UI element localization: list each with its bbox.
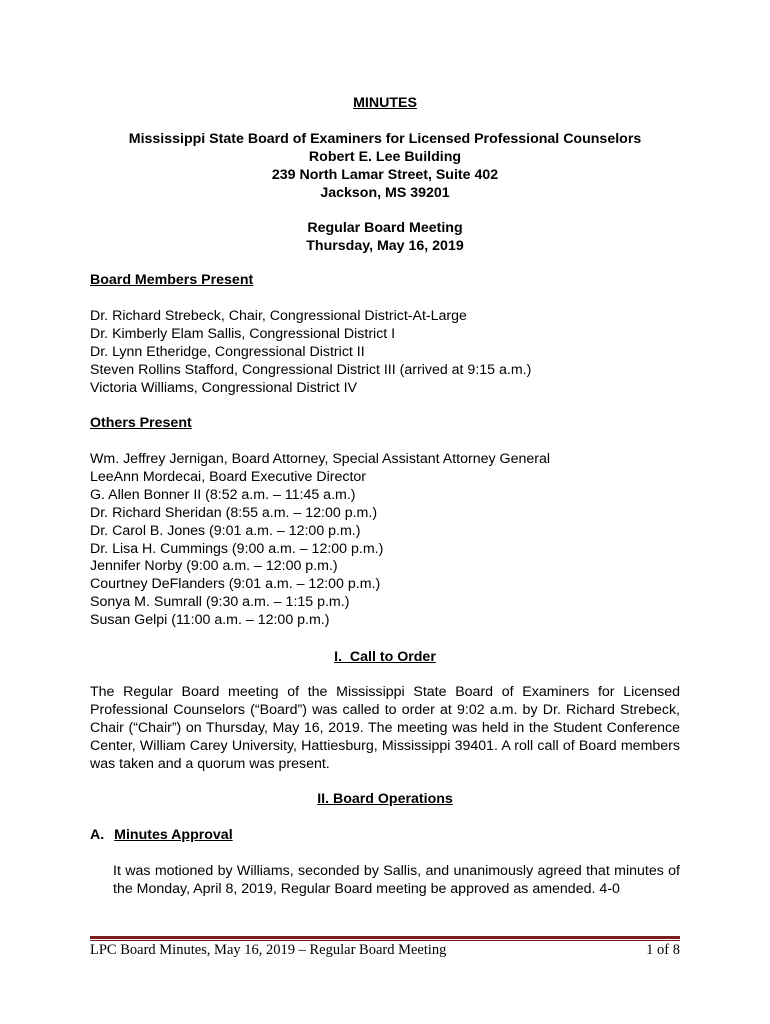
section-1-body: The Regular Board meeting of the Mississippi State Board of Examiners for Licensed Professional Counselors (“Board”) was called to order at 9:02 a.m. by Dr. Richard Strebeck, Chair (“Chair”) on Thursday, May 16, 2019. The meeting was held in the Student Conference Center, William Carey University, Hattiesburg, Mississippi 39401. A roll call of Board members was taken and a quorum was present. — [90, 684, 680, 772]
building-name: Robert E. Lee Building — [308, 149, 462, 165]
document-title: MINUTES — [353, 95, 417, 111]
footer-divider — [90, 936, 680, 939]
meeting-date: Thursday, May 16, 2019 — [306, 238, 464, 254]
board-name: Mississippi State Board of Examiners for Licensed Professional Counselors — [128, 131, 642, 147]
list-item: Dr. Carol B. Jones (9:01 a.m. – 12:00 p.m.) — [90, 522, 361, 539]
city-address: Jackson, MS 39201 — [320, 185, 450, 201]
others-present-list — [90, 451, 690, 630]
list-item: Steven Rollins Stafford, Congressional District III (arrived at 9:15 a.m.) — [90, 361, 532, 378]
subsection-a-heading — [90, 826, 233, 844]
list-item: Dr. Lisa H. Cummings (9:00 a.m. – 12:00 p.m.) — [90, 540, 384, 557]
list-item: Victoria Williams, Congressional District IV — [90, 379, 358, 396]
others-present-heading: Others Present — [90, 415, 192, 431]
subsection-a-letter: A. — [90, 827, 105, 843]
footer-title: LPC Board Minutes, May 16, 2019 – Regular Board Meeting — [90, 942, 447, 958]
list-item: Jennifer Norby (9:00 a.m. – 12:00 p.m.) — [90, 558, 338, 575]
board-members-list — [90, 308, 690, 398]
meeting-type: Regular Board Meeting — [307, 220, 463, 236]
page-footer — [90, 942, 680, 959]
header-block — [90, 130, 680, 202]
list-item: Dr. Richard Strebeck, Chair, Congressional District-At-Large — [90, 308, 467, 324]
section-2-heading-wrap — [90, 790, 680, 808]
list-item: Dr. Richard Sheridan (8:55 a.m. – 12:00 p.m.) — [90, 504, 378, 521]
list-item: Susan Gelpi (11:00 a.m. – 12:00 p.m.) — [90, 612, 330, 629]
list-item: Wm. Jeffrey Jernigan, Board Attorney, Special Assistant Attorney General — [90, 451, 551, 467]
subsection-a-body: It was motioned by Williams, seconded by Sallis, and unanimously agreed that minutes of the Monday, April 8, 2019, Regular Board meeting be approved as amended. 4-0 — [113, 863, 680, 897]
footer-divider-thin — [90, 940, 680, 941]
board-members-heading: Board Members Present — [90, 272, 254, 288]
section-1-heading: I. Call to Order — [334, 649, 436, 665]
street-address: 239 North Lamar Street, Suite 402 — [271, 167, 499, 183]
section-1-heading-wrap — [90, 648, 680, 666]
list-item: LeeAnn Mordecai, Board Executive Director — [90, 468, 367, 485]
list-item: Courtney DeFlanders (9:01 a.m. – 12:00 p.m.) — [90, 576, 381, 593]
list-item: Dr. Lynn Etheridge, Congressional District II — [90, 343, 365, 360]
list-item: Dr. Kimberly Elam Sallis, Congressional District I — [90, 325, 396, 342]
subsection-a-title: Minutes Approval — [114, 827, 233, 843]
list-item: Sonya M. Sumrall (9:30 a.m. – 1:15 p.m.) — [90, 594, 350, 611]
page-number: 1 of 8 — [646, 942, 680, 958]
section-2-heading: II. Board Operations — [317, 791, 453, 807]
meeting-info — [90, 219, 680, 255]
list-item: G. Allen Bonner II (8:52 a.m. – 11:45 a.m.) — [90, 486, 356, 503]
